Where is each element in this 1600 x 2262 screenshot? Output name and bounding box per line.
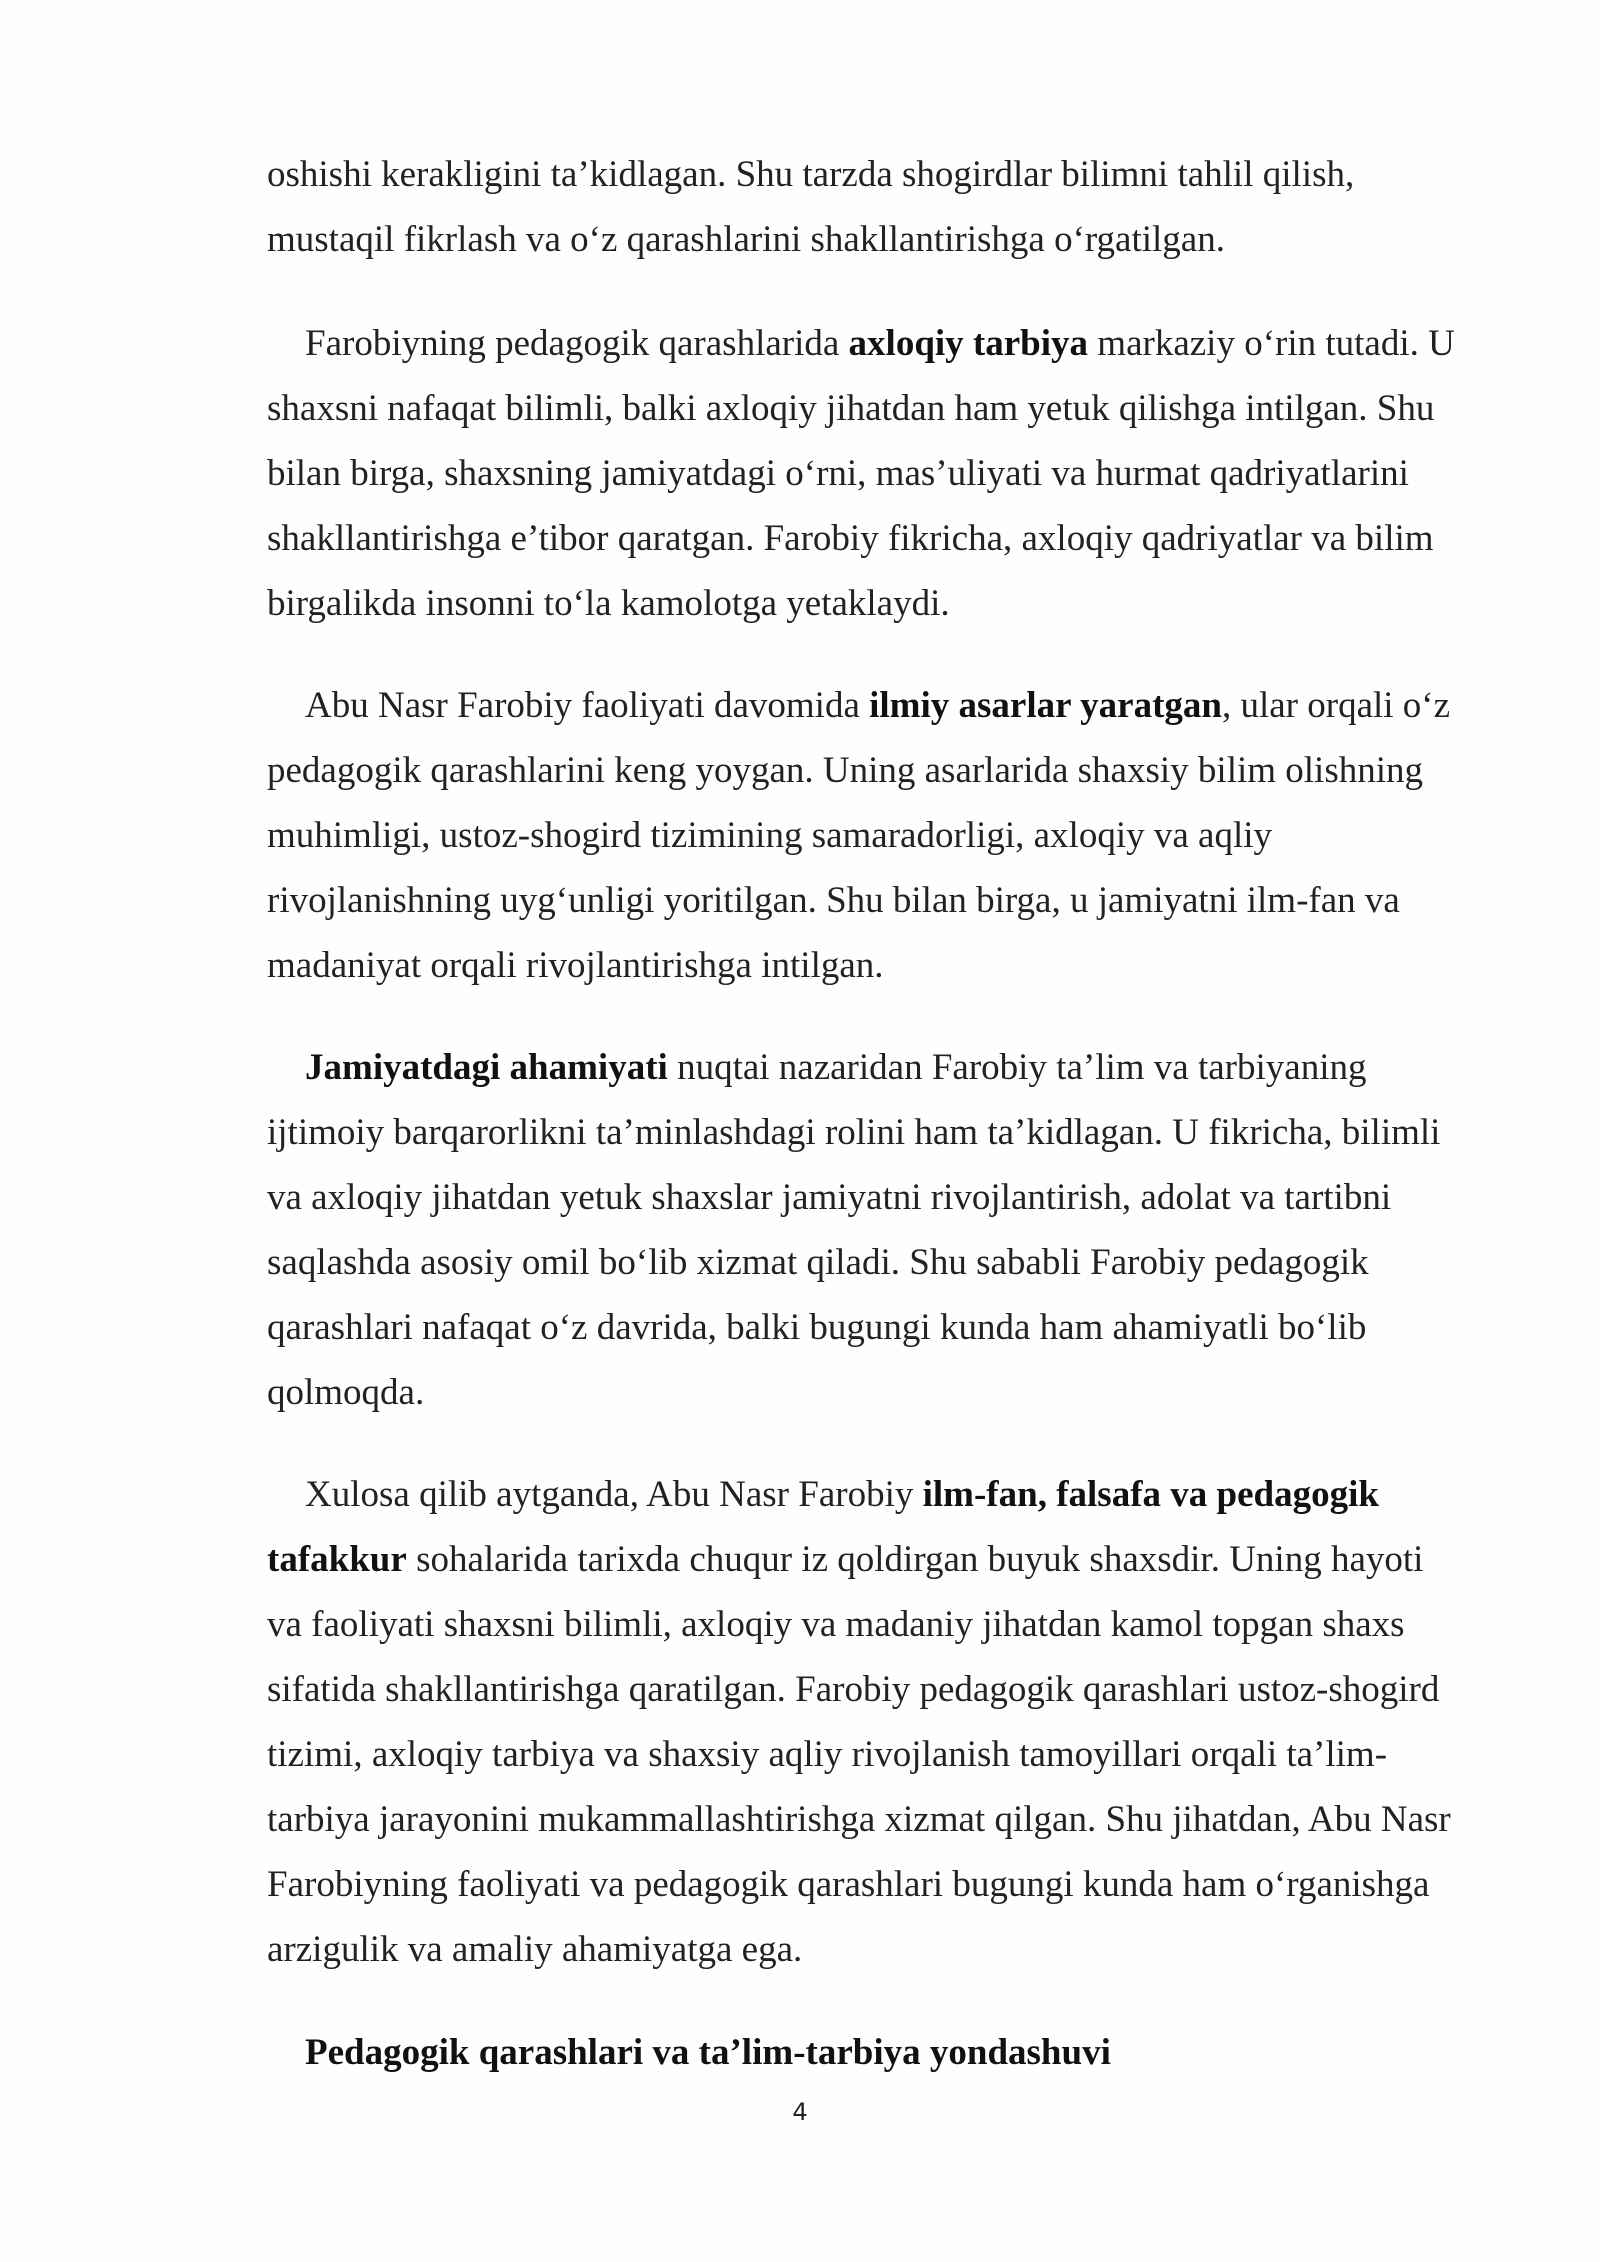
text-run: , ular orqali o‘z [1221,685,1451,726]
text-run: nuqtai nazaridan Farobiy ta’lim va tarbiyaning [667,1047,1367,1088]
text-line: madaniyat orqali rivojlantirishga intilgan. [267,945,884,986]
text-line: mustaqil fikrlash va o‘z qarashlarini shakllantirishga o‘rgatilgan. [267,219,1225,260]
section-heading [267,2020,1487,2085]
text-line [267,1462,1487,1527]
text-line: shakllantirishga e’tibor qaratgan. Farobiy fikricha, axloqiy qadriyatlar va bilim [267,518,1434,559]
text-line: sifatida shakllantirishga qaratilgan. Farobiy pedagogik qarashlari ustoz-shogird [267,1669,1440,1710]
paragraph-social-importance [267,1035,1487,1425]
text-line [267,673,1487,738]
text-line: muhimligi, ustoz-shogird tizimining samaradorligi, axloqiy va aqliy [267,815,1273,856]
text-run: Xulosa qilib aytganda, Abu Nasr Farobiy [305,1474,923,1515]
text-line: va axloqiy jihatdan yetuk shaxslar jamiyatni rivojlantirish, adolat va tartibni [267,1177,1392,1218]
text-line: birgalikda insonni to‘la kamolotga yetaklaydi. [267,583,950,624]
text-line: arzigulik va amaliy ahamiyatga ega. [267,1929,803,1970]
heading-line [267,2020,1487,2085]
text-line: qarashlari nafaqat o‘z davrida, balki bugungi kunda ham ahamiyatli bo‘lib [267,1307,1367,1348]
heading-text: Pedagogik qarashlari va ta’lim-tarbiya yondashuvi [305,2032,1111,2073]
text-line: pedagogik qarashlarini keng yoygan. Uning asarlarida shaxsiy bilim olishning [267,750,1424,791]
text-line: tarbiya jarayonini mukammallashtirishga xizmat qilgan. Shu jihatdan, Abu Nasr [267,1799,1451,1840]
text-run: Farobiyning pedagogik qarashlarida [305,323,849,364]
paragraph-moral-education [267,311,1487,636]
page-number: 4 [792,2098,808,2126]
text-line: va faoliyati shaxsni bilimli, axloqiy va madaniy jihatdan kamol topgan shaxs [267,1604,1405,1645]
text-line [267,1527,1487,1592]
text-line [267,1035,1487,1100]
text-line: ijtimoiy barqarorlikni ta’minlashdagi rolini ham ta’kidlagan. U fikricha, bilimli [267,1112,1441,1153]
text-line: bilan birga, shaxsning jamiyatdagi o‘rni, mas’uliyati va hurmat qadriyatlarini [267,453,1409,494]
text-line: Farobiyning faoliyati va pedagogik qarashlari bugungi kunda ham o‘rganishga [267,1864,1430,1905]
bold-term: Jamiyatdagi ahamiyati [305,1047,668,1088]
paragraph-scientific-works [267,673,1487,998]
text-line: tizimi, axloqiy tarbiya va shaxsiy aqliy rivojlanish tamoyillari orqali ta’lim- [267,1734,1388,1775]
text-line: qolmoqda. [267,1372,425,1413]
text-line: shaxsni nafaqat bilimli, balki axloqiy jihatdan ham yetuk qilishga intilgan. Shu [267,388,1435,429]
bold-term: tafakkur [267,1539,407,1580]
text-line: saqlashda asosiy omil bo‘lib xizmat qiladi. Shu sababli Farobiy pedagogik [267,1242,1369,1283]
paragraph-continuation [267,142,1487,272]
text-run: Abu Nasr Farobiy faoliyati davomida [305,685,870,726]
text-line: oshishi kerakligini ta’kidlagan. Shu tarzda shogirdlar bilimni tahlil qilish, [267,154,1355,195]
text-line: rivojlanishning uyg‘unligi yoritilgan. Shu bilan birga, u jamiyatni ilm-fan va [267,880,1400,921]
text-run: sohalarida tarixda chuqur iz qoldirgan buyuk shaxsdir. Uning hayoti [406,1539,1424,1580]
text-run: markaziy o‘rin tutadi. U [1088,323,1455,364]
bold-term: ilm-fan, falsafa va pedagogik [922,1474,1379,1515]
paragraph-conclusion [267,1462,1487,1982]
bold-term: axloqiy tarbiya [848,323,1089,364]
bold-term: ilmiy asarlar yaratgan [869,685,1222,726]
text-line [267,311,1487,376]
